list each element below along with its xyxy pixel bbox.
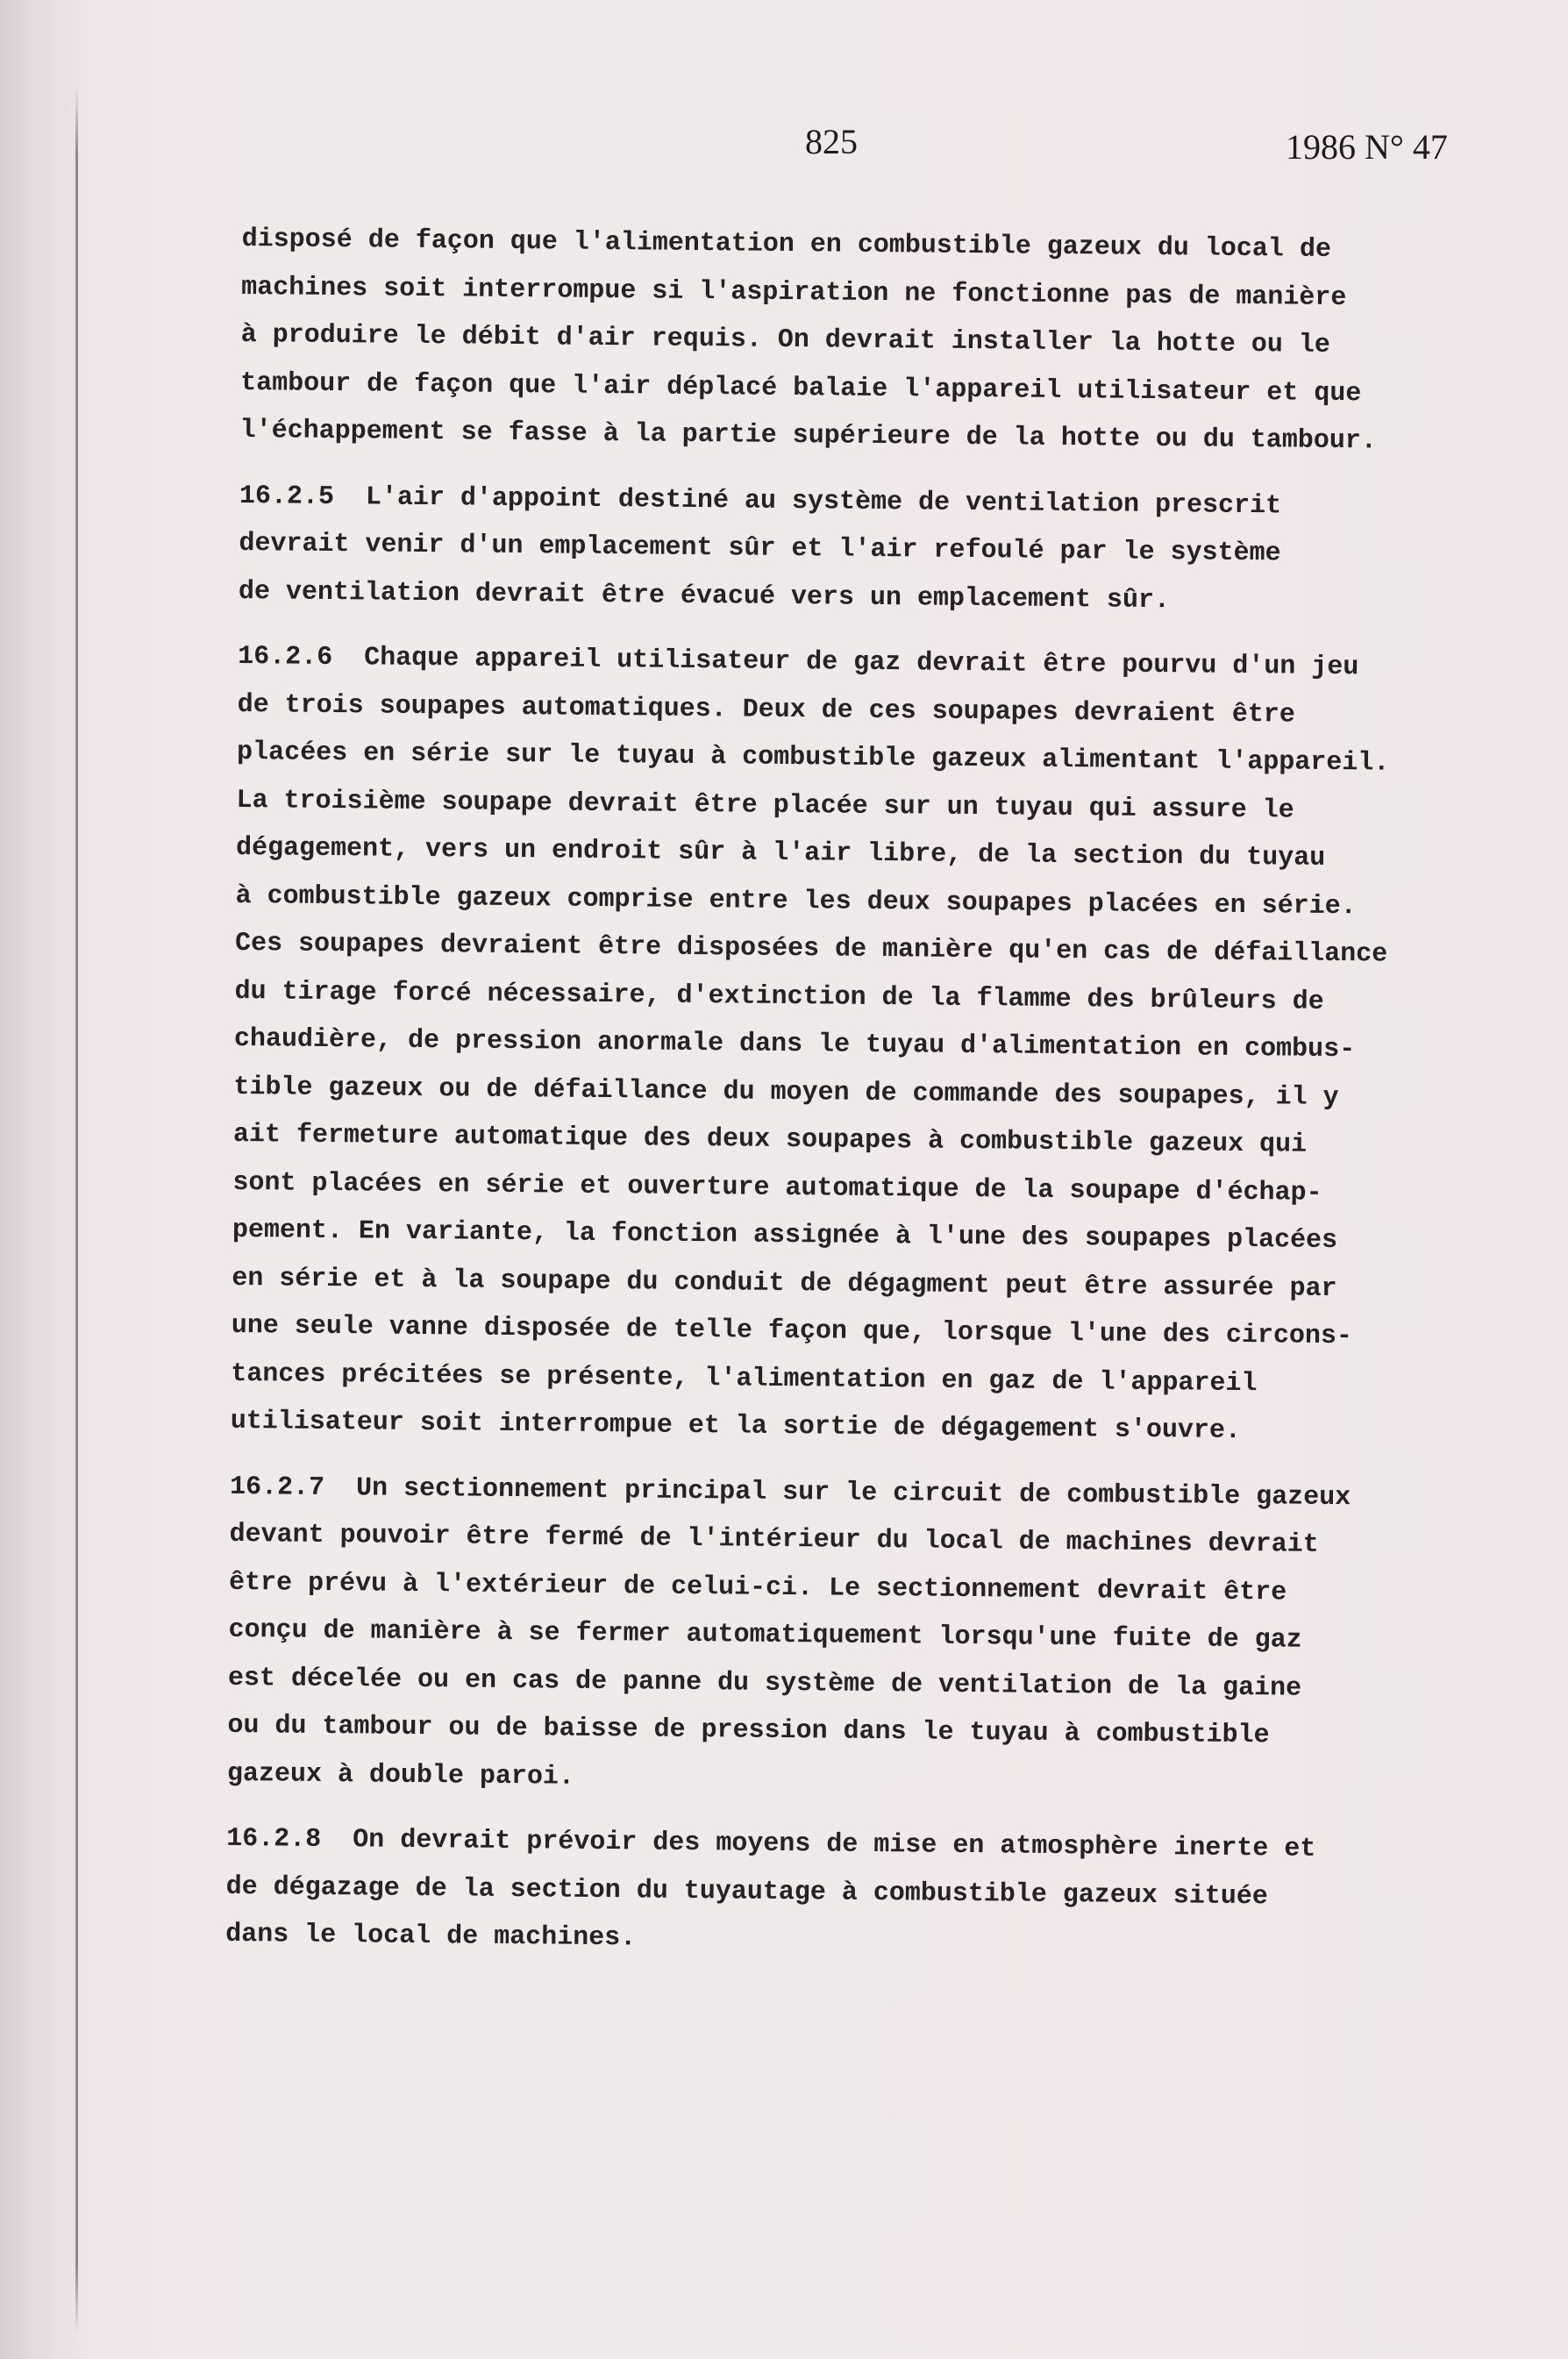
text-line: de ventilation devrait être évacué vers un emplacement sûr. bbox=[238, 576, 1171, 616]
text-line: 16.2.6 Chaque appareil utilisateur de gaz devrait être pourvu d'un jeu bbox=[238, 641, 1359, 683]
text-line: l'échappement se fasse à la partie supérieure de la hotte ou du tambour. bbox=[239, 415, 1377, 457]
text-line: La troisième soupape devrait être placée sur un tuyau qui assure le bbox=[236, 785, 1294, 826]
text-line: de dégazage de la section du tuyautage à combustible gazeux située bbox=[225, 1871, 1269, 1912]
text-line: placées en série sur le tuyau à combustible gazeux alimentant l'appareil. bbox=[236, 737, 1390, 779]
text-line: dégagement, vers un endroit sûr à l'air libre, de la section du tuyau bbox=[235, 832, 1326, 873]
paragraph-16-2-8 bbox=[225, 1815, 1420, 1971]
text-line: utilisateur soit interrompue et la sortie de dégagement s'ouvre. bbox=[230, 1406, 1242, 1446]
text-line: tambour de façon que l'air déplacé balaie l'appareil utilisateur et que bbox=[240, 367, 1362, 409]
text-line: à combustible gazeux comprise entre les deux soupapes placées en série. bbox=[235, 880, 1357, 922]
text-line: devrait venir d'un emplacement sûr et l'air refoulé par le système bbox=[239, 528, 1281, 569]
text-line: 16.2.8 On devrait prévoir des moyens de mise en atmosphère inerte et bbox=[226, 1823, 1316, 1864]
text-line: tible gazeux ou de défaillance du moyen de commande des soupapes, il y bbox=[233, 1072, 1339, 1113]
text-line: Ces soupapes devraient être disposées de manière qu'en cas de défaillance bbox=[234, 928, 1388, 970]
paragraph-16-2-6 bbox=[231, 633, 1431, 1457]
text-line: sont placées en série et ouverture automatique de la soupape d'échap- bbox=[232, 1167, 1322, 1208]
body-text bbox=[225, 216, 1435, 1987]
text-line: du tirage forcé nécessaire, d'extinction de la flamme des brûleurs de bbox=[234, 976, 1324, 1017]
text-line: gazeux à double paroi. bbox=[226, 1758, 575, 1792]
text-line: 16.2.5 L'air d'appoint destiné au système de ventilation prescrit bbox=[239, 481, 1282, 521]
text-line: devant pouvoir être fermé de l'intérieur du local de machines devrait bbox=[229, 1519, 1319, 1560]
text-line: à produire le débit d'air requis. On devrait installer la hotte ou le bbox=[240, 319, 1331, 360]
page-header bbox=[0, 121, 1568, 174]
binding-edge bbox=[75, 88, 78, 2333]
text-line: disposé de façon que l'alimentation en combustible gazeux du local de bbox=[241, 224, 1332, 265]
paragraph-16-2-7 bbox=[227, 1463, 1423, 1809]
page-number: 825 bbox=[805, 122, 858, 161]
text-line: 16.2.7 Un sectionnement principal sur le circuit de combustible gazeux bbox=[229, 1472, 1351, 1513]
text-line: de trois soupapes automatiques. Deux de ces soupapes devraient être bbox=[237, 689, 1295, 731]
text-line: dans le local de machines. bbox=[225, 1919, 637, 1954]
text-line: conçu de manière à se fermer automatiquement lorsqu'une fuite de gaz bbox=[228, 1614, 1302, 1656]
text-line: tances précitées se présente, l'alimentation en gaz de l'appareil bbox=[231, 1358, 1258, 1399]
paragraph-continuation bbox=[239, 216, 1435, 467]
text-line: une seule vanne disposée de telle façon que, lorsque l'une des circons- bbox=[231, 1310, 1353, 1352]
text-line: pement. En variante, la fonction assignée à l'une des soupapes placées bbox=[232, 1215, 1338, 1257]
paragraph-16-2-5 bbox=[239, 472, 1433, 627]
gazette-reference: 1986 N° 47 bbox=[1286, 127, 1448, 167]
text-line: est décelée ou en cas de panne du système de ventilation de la gaine bbox=[227, 1663, 1302, 1704]
text-line: en série et à la soupape du conduit de dégagment peut être assurée par bbox=[232, 1263, 1337, 1304]
text-line: machines soit interrompue si l'aspiration ne fonctionne pas de manière bbox=[241, 272, 1347, 313]
text-line: être prévu à l'extérieur de celui-ci. Le sectionnement devrait être bbox=[228, 1567, 1287, 1608]
text-line: ou du tambour ou de baisse de pression dans le tuyau à combustible bbox=[227, 1710, 1270, 1751]
text-line: chaudière, de pression anormale dans le tuyau d'alimentation en combus- bbox=[233, 1023, 1356, 1065]
text-line: ait fermeture automatique des deux soupapes à combustible gazeux qui bbox=[232, 1119, 1308, 1160]
